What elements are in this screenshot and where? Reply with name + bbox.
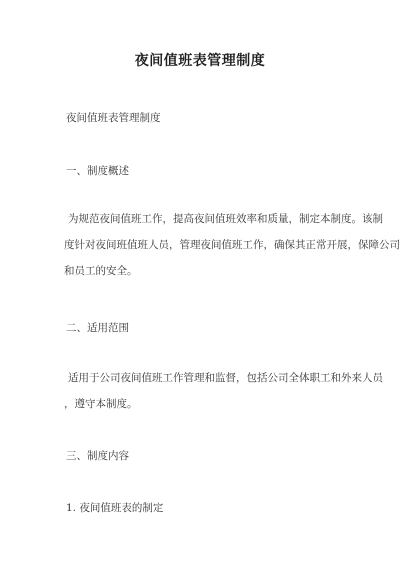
document-title: 夜间值班表管理制度 xyxy=(134,53,266,69)
paragraph-line: ，遵守本制度。 xyxy=(64,398,138,410)
list-item-schedule: 1. 夜间值班表的制定 xyxy=(66,502,164,514)
paragraph-line: 度针对夜间班值班人员，管理夜间值班工作，确保其正常开展，保障公司 xyxy=(64,239,400,251)
paragraph-line: 和员工的安全。 xyxy=(64,265,138,277)
paragraph-line: 适用于公司夜间值班工作管理和监督，包括公司全体职工和外来人员 xyxy=(68,372,383,384)
section-scope-paragraph xyxy=(64,365,383,417)
section-heading-overview: 一、制度概述 xyxy=(66,165,129,177)
document-subtitle: 夜间值班表管理制度 xyxy=(66,112,161,124)
section-heading-scope: 二、适用范围 xyxy=(66,322,129,334)
section-heading-content: 三、制度内容 xyxy=(66,450,129,462)
paragraph-line: 为规范夜间值班工作，提高夜间值班效率和质量，制定本制度。该制 xyxy=(68,213,383,225)
section-overview-paragraph xyxy=(64,206,400,284)
